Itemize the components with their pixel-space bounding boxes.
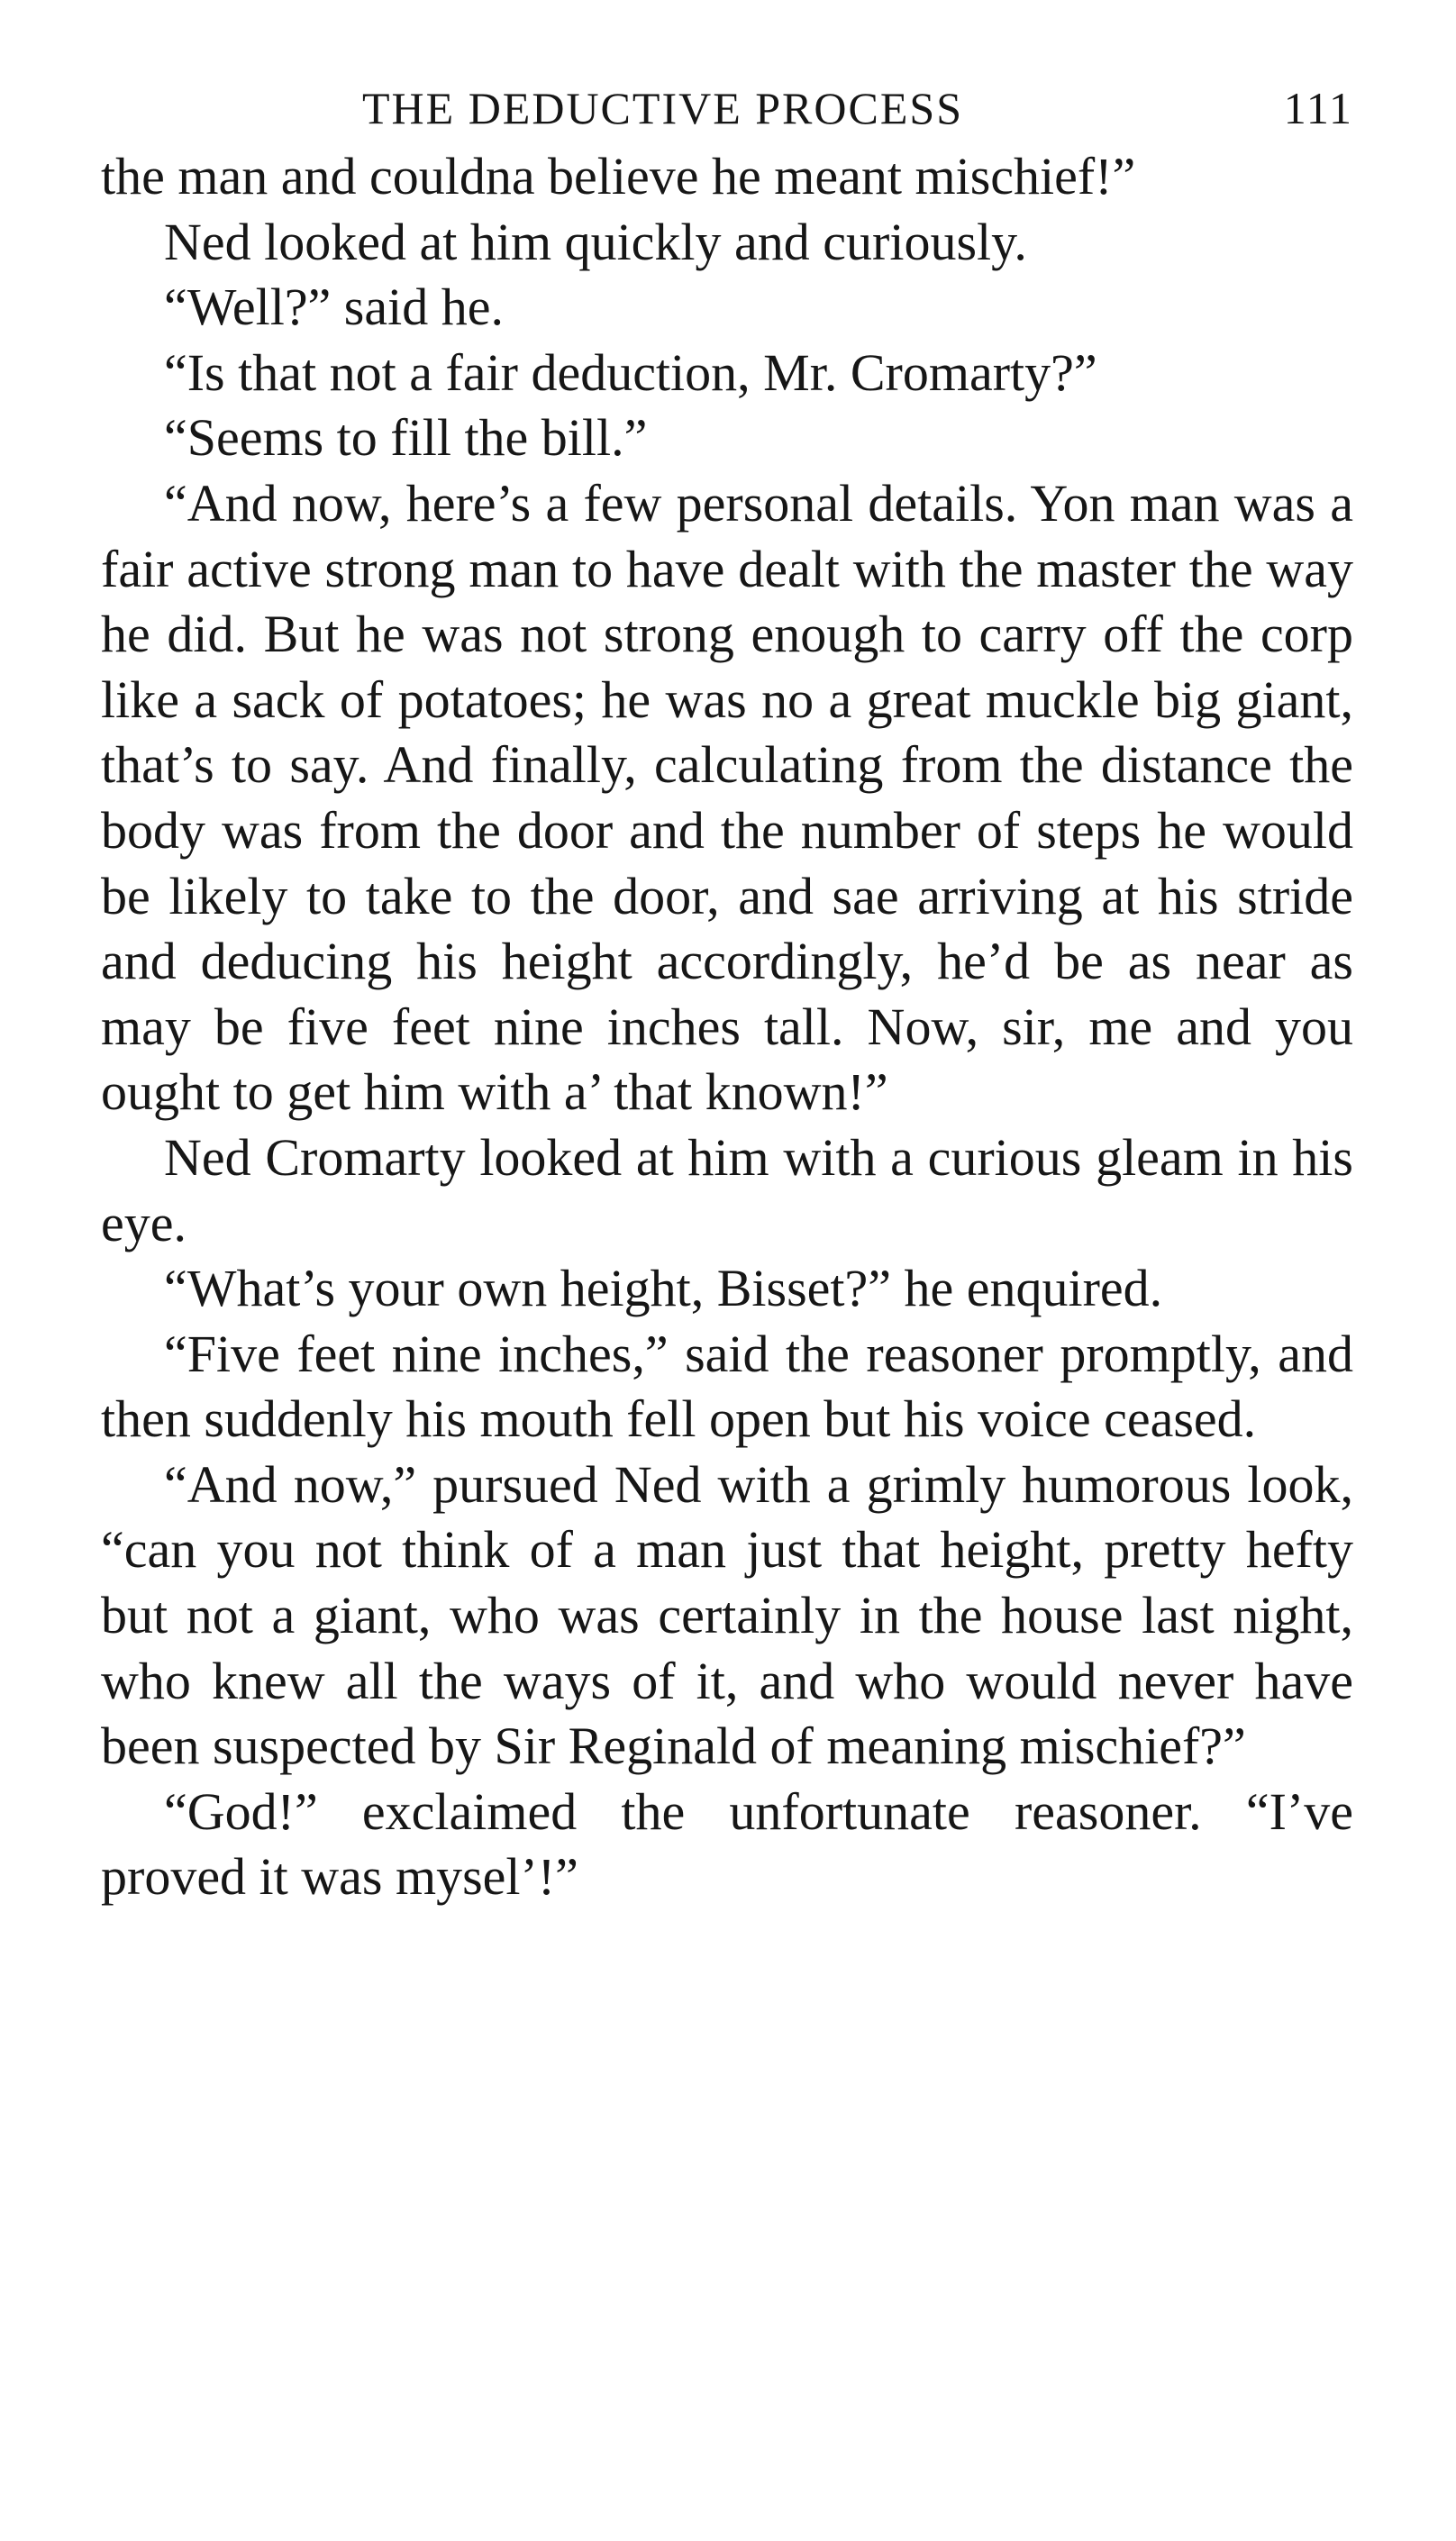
body-text [101, 144, 1353, 1910]
paragraph-1: the man and couldna believe he meant mischief!” [101, 147, 1136, 205]
paragraph-10: “And now,” pursued Ned with a grimly humorous look, “can you not think of a man just that height, pretty hefty but not a giant, who was certainly in the house last night, who knew all the ways of it, and who would never have been suspected by Sir Reginald of meaning mischief?” [101, 1454, 1353, 1776]
paragraph-5: “Seems to fill the bill.” [164, 408, 648, 468]
book-page [101, 72, 1353, 1910]
paragraph-3: “Well?” said he. [164, 278, 504, 337]
paragraph-6: “And now, here’s a few personal details. Yon man was a fair active strong man to have dealt with the master the way he did. But he was not strong enough to carry off the corp like a sack of potatoes; he was no a great muckle big giant, that’s to say. And finally, calculating from the distance the body was from the door and the number of steps he would be likely to take to the door, and sae arriving at his stride and deducing his height accordingly, he’d be as near as may be five feet nine inches tall. Now, sir, me and you ought to get him with a’ that known!” [101, 473, 1353, 1122]
page-number: 111 [1283, 83, 1353, 133]
paragraph-7: Ned Cromarty looked at him with a curious gleam in his eye. [101, 1127, 1353, 1252]
running-title: THE DEDUCTIVE PROCESS [362, 83, 964, 133]
paragraph-11: “God!” exclaimed the unfortunate reasoner. “I’ve proved it was mysel’!” [101, 1781, 1353, 1907]
paragraph-8: “What’s your own height, Bisset?” he enquired. [164, 1259, 1163, 1318]
paragraph-2: Ned looked at him quickly and curiously. [164, 212, 1027, 271]
running-head [101, 72, 1353, 144]
paragraph-9: “Five feet nine inches,” said the reasoner promptly, and then suddenly his mouth fell open but his voice ceased. [101, 1324, 1353, 1449]
paragraph-4: “Is that not a fair deduction, Mr. Cromarty?” [164, 342, 1097, 402]
